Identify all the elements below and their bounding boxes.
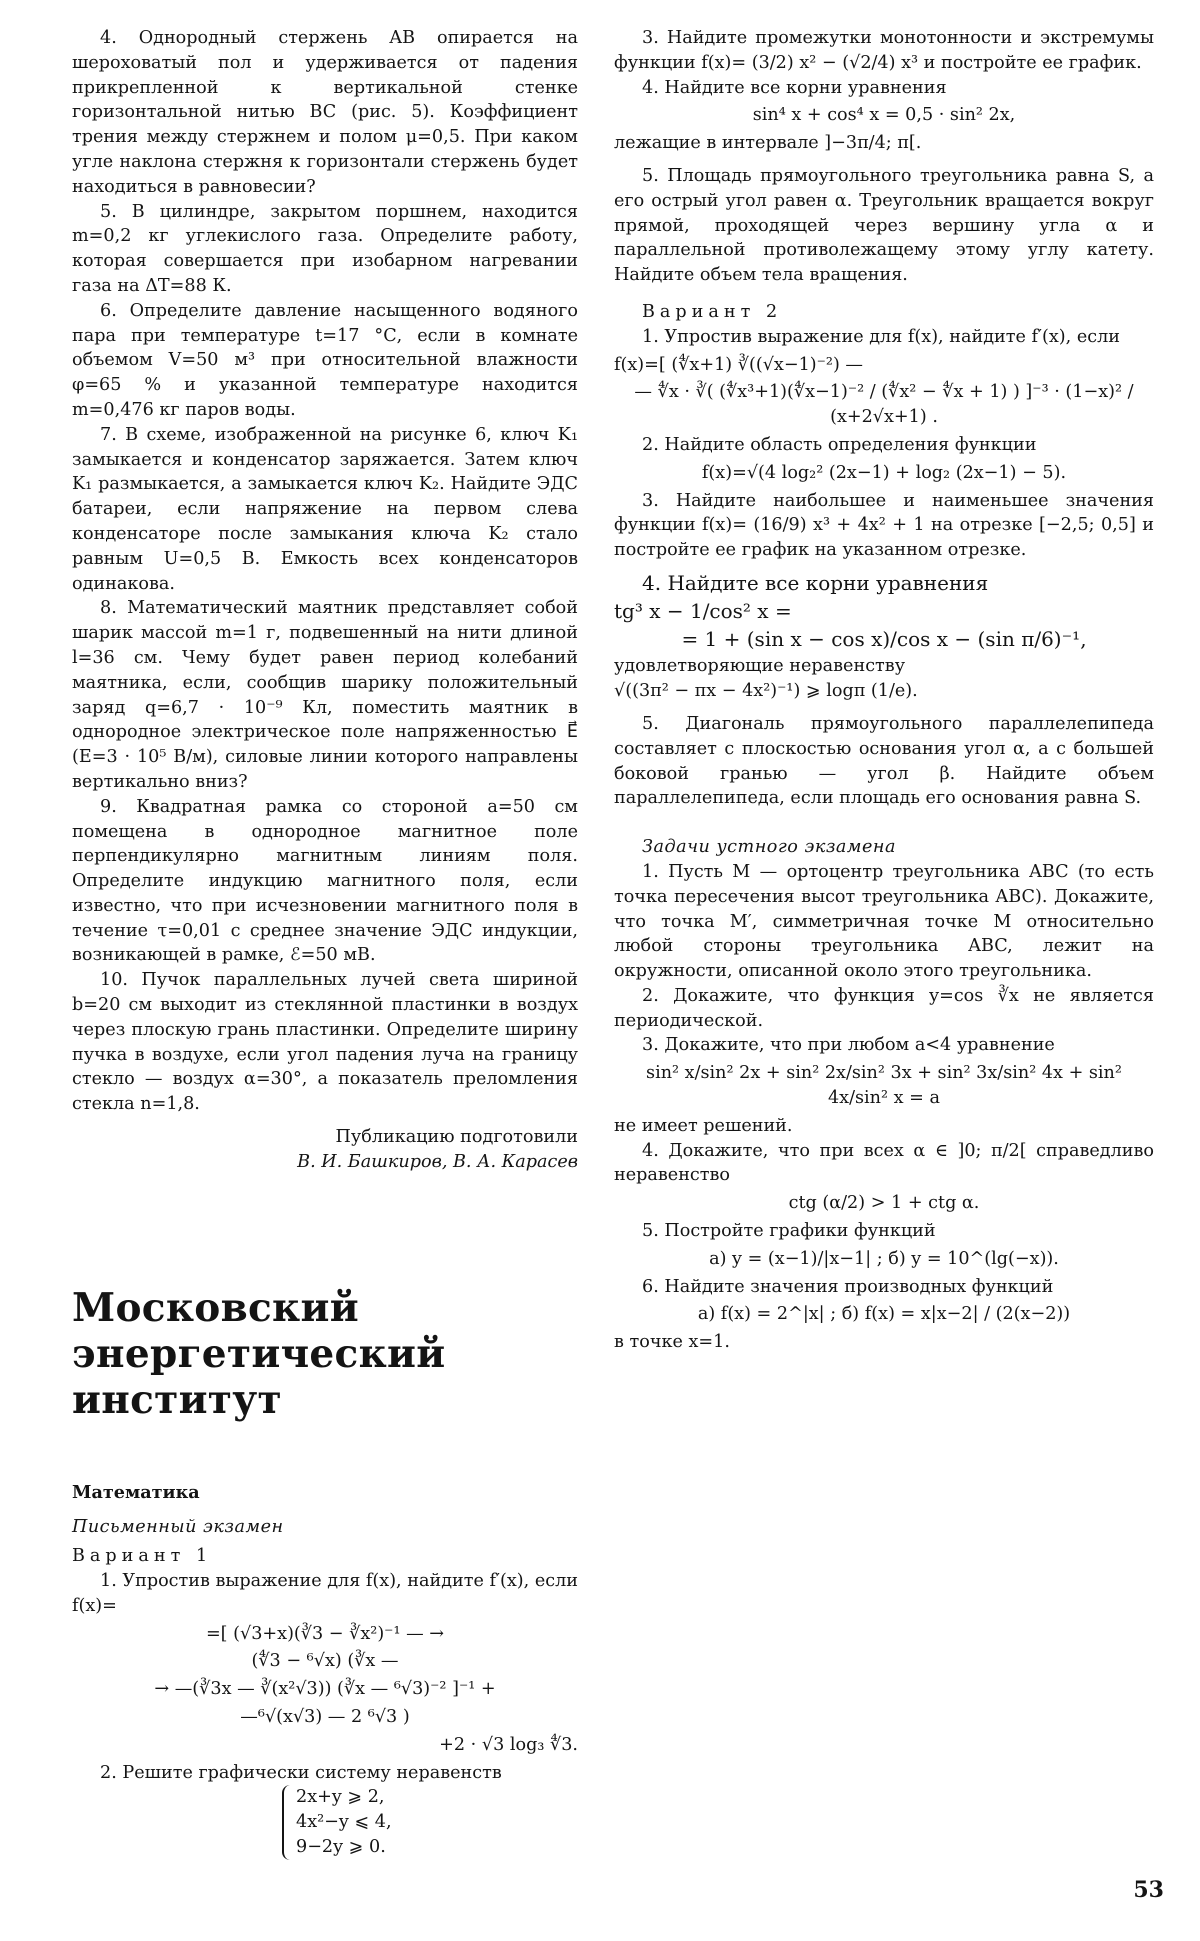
v1-formula-line-5: +2 · √3 log₃ ∜3.	[439, 1734, 578, 1755]
oral-exam-title: Задачи устного экзамена	[642, 837, 896, 858]
oral-problem-5-functions: а) y = (x−1)/|x−1| ; б) y = 10^(lg(−x)).	[709, 1248, 1059, 1269]
oral-problem-4-inequality: ctg (α/2) > 1 + ctg α.	[788, 1193, 980, 1214]
signature-block	[72, 1125, 578, 1175]
v2-problem-3: 3. Найдите наибольшее и наименьшее значения функции f(x)= (16/9) x³ + 4x² + 1 на отрезке [−2,5; 0,5] и постройте ее график на указанном отрезке.	[614, 490, 1154, 561]
v1-problem-5: 5. Площадь прямоугольного треугольника равна S, а его острый угол равен α. Треугольник вращается вокруг прямой, проходящей через вершину угла α и параллельной противолежащему этому углу катету. Найдите объем тела вращения.	[614, 165, 1154, 286]
problem-10: 10. Пучок параллельных лучей света шириной b=20 см выходит из стеклянной пластинки в воздух через плоскую грань пластинки. Определите ширину пучка в воздухе, если угол падения луча на границу стекло — воздух α=30°, а показатель преломления стекла n=1,8.	[72, 970, 578, 1115]
v2-problem-5: 5. Диагональ прямоугольного параллелепипеда составляет с плоскостью основания угол α, а с большей боковой гранью — угол β. Найдите объем параллелепипеда, если площадь его основания равна S.	[614, 713, 1154, 809]
oral-problem-6-functions: а) f(x) = 2^|x| ; б) f(x) = x|x−2| / (2(x−2))	[697, 1304, 1071, 1325]
oral-problem-4: 4. Докажите, что при всех α ∈ ]0; π/2[ справедливо неравенство	[614, 1140, 1154, 1186]
v1-problem-1-f: f(x)=	[72, 1595, 117, 1616]
oral-problem-1: 1. Пусть M — ортоцентр треугольника ABC (то есть точка пересечения высот треугольника ABC). Докажите, что точка M′, симметричная точке M относительно любой стороны треугольника ABC, лежит на окружности, описанной около этого треугольника.	[614, 861, 1154, 982]
v1-problem-1: 1. Упростив выражение для f(x), найдите f′(x), если	[100, 1571, 578, 1592]
v2-problem-4-line-2: = 1 + (sin x − cos x)/cos x − (sin π/6)⁻¹,	[681, 626, 1087, 651]
problem-5: 5. В цилиндре, закрытом поршнем, находится m=0,2 кг углекислого газа. Определите работу, которая совершается при изобарном нагревании газа на ΔT=88 К.	[72, 201, 578, 296]
problem-7: 7. В схеме, изображенной на рисунке 6, ключ K₁ замыкается и конденсатор заряжается. Затем ключ K₁ размыкается, а замыкается ключ K₂. Найдите ЭДС батареи, если напряжение на первом слева конденсаторе после замыкания ключа K₂ стало равным U=0,5 В. Емкость всех конденсаторов одинакова.	[72, 424, 578, 594]
v2-problem-4-line-1: tg³ x − 1/cos² x =	[614, 598, 792, 623]
v1-problem-4-equation: sin⁴ x + cos⁴ x = 0,5 · sin² 2x,	[752, 105, 1016, 126]
oral-problem-5: 5. Постройте графики функций	[642, 1221, 936, 1242]
variant-1-title: Вариант 1	[72, 1546, 213, 1567]
problem-4: 4. Однородный стержень AB опирается на шероховатый пол и удерживается от падения прикрепленной к вертикальной стенке горизонтальной нитью BC (рис. 5). Коэффициент трения между стержнем и полом μ=0,5. При каком угле наклона стержня к горизонтали стержень будет находиться в равновесии?	[72, 28, 578, 197]
exam-type: Письменный экзамен	[72, 1517, 284, 1538]
v2-problem-4-condition: удовлетворяющие неравенству	[614, 656, 906, 677]
problem-6: 6. Определите давление насыщенного водяного пара при температуре t=17 °С, если в комнате объемом V=50 м³ при относительной влажности φ=65 % и указанной температуре находится m=0,476 кг паров воды.	[72, 300, 578, 420]
oral-problem-2: 2. Докажите, что функция y=cos ∛x не является периодической.	[614, 985, 1154, 1031]
oral-problem-6: 6. Найдите значения производных функций	[642, 1276, 1054, 1297]
oral-problem-6-tail: в точке x=1.	[614, 1332, 730, 1353]
v2-problem-2: 2. Найдите область определения функции	[642, 434, 1037, 455]
system-line: 9−2y ⩾ 0.	[296, 1837, 386, 1858]
authors: В. И. Башкиров, В. А. Карасев	[297, 1151, 578, 1172]
subject-title: Математика	[72, 1481, 200, 1503]
v1-formula-line-1: =[ (√3+x)(∛3 − ∛x²)⁻¹ — →	[205, 1623, 445, 1644]
system-line: 2x+y ⩾ 2,	[296, 1787, 385, 1808]
v2-problem-4-inequality: √((3π² − πx − 4x²)⁻¹) ⩾ logπ (1/e).	[614, 681, 918, 702]
v1-problem-2: 2. Решите графически систему неравенств	[100, 1762, 502, 1783]
v1-formula-line-3: → —(∛3x — ∛(x²√3)) (∛x — ⁶√3)⁻² ]⁻¹ +	[154, 1679, 496, 1700]
v1-problem-4-interval: лежащие в интервале ]−3π/4; π[.	[614, 133, 922, 154]
oral-problem-3-equation: sin² x/sin² 2x + sin² 2x/sin² 3x + sin² 3x/sin² 4x + sin² 4x/sin² x = a	[646, 1063, 1122, 1109]
right-column	[614, 26, 1154, 1355]
v2-problem-2-equation: f(x)=√(4 log₂² (2x−1) + log₂ (2x−1) − 5).	[701, 462, 1067, 483]
v2-problem-4: 4. Найдите все корни уравнения	[642, 570, 989, 595]
v1-problem-3: 3. Найдите промежутки монотонности и экстремумы функции f(x)= (3/2) x² − (√2/4) x³ и постройте ее график.	[614, 28, 1154, 73]
v1-formula-line-4: —⁶√(x√3) — 2 ⁶√3 )	[240, 1707, 410, 1728]
v1-formula-line-2: (∜3 − ⁶√x) (∛x —	[251, 1651, 399, 1672]
left-column	[72, 26, 578, 1860]
page-number: 53	[1133, 1877, 1164, 1903]
v2-formula-line-2: — ∜x · ∛( (∜x³+1)(∜x−1)⁻² / (∜x² − ∜x + 1) ) ]⁻³ · (1−x)² / (x+2√x+1) .	[634, 382, 1134, 428]
problem-8: 8. Математический маятник представляет собой шарик массой m=1 г, подвешенный на нити длиной l=36 см. Чему будет равен период колебаний маятника, если, сообщив шарику положительный заряд q=6,7 · 10⁻⁹ Кл, поместить маятник в однородное электрическое поле напряженностью E⃗ (E=3 · 10⁵ В/м), силовые линии которого направлены вертикально вниз?	[72, 598, 578, 792]
section-heading: Московский энергетический институт	[72, 1284, 446, 1423]
oral-problem-3-tail: не имеет решений.	[614, 1115, 793, 1136]
variant-2-title: Вариант 2	[642, 301, 783, 322]
inequality-system	[282, 1785, 578, 1859]
problem-9: 9. Квадратная рамка со стороной a=50 см помещена в однородное магнитное поле перпендикулярно магнитным линиям поля. Определите индукцию магнитного поля, если известно, что при исчезновении магнитного поля в течение τ=0,01 с среднее значение ЭДС индукции, возникающей в рамке, ℰ=50 мВ.	[72, 796, 578, 966]
system-line: 4x²−y ⩽ 4,	[296, 1812, 392, 1833]
credit-line: Публикацию подготовили	[335, 1127, 578, 1148]
oral-problem-3: 3. Докажите, что при любом a<4 уравнение	[642, 1035, 1055, 1056]
v2-formula-line-1: f(x)=[ (∜x+1) ∛((√x−1)⁻²) —	[614, 354, 864, 375]
v2-problem-1: 1. Упростив выражение для f(x), найдите f′(x), если	[642, 326, 1120, 347]
v1-problem-4: 4. Найдите все корни уравнения	[642, 77, 947, 98]
